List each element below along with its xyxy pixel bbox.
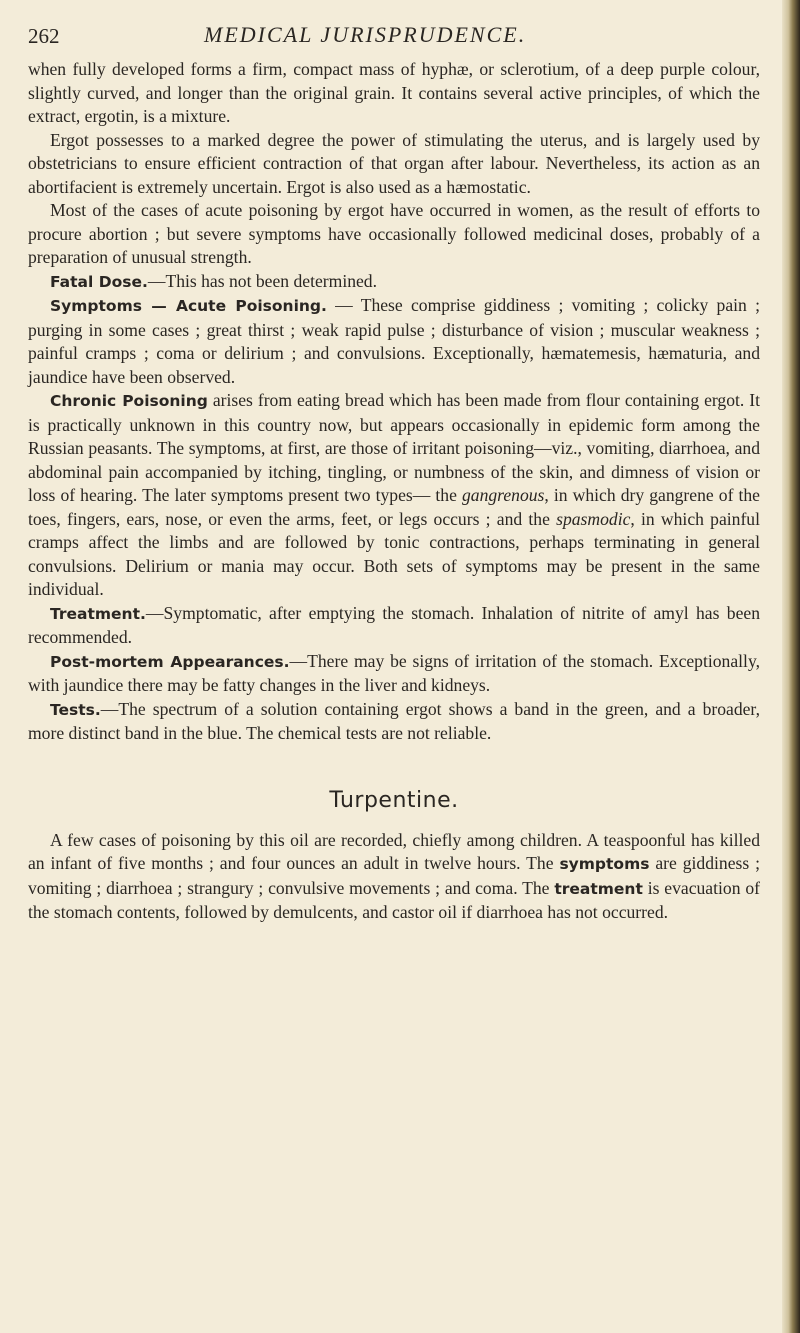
paragraph-treatment [28,602,760,650]
treatment-heading: Treatment. [50,604,146,623]
fatal-dose-text: —This has not been determined. [147,270,378,291]
turpentine-treatment-word: treatment [554,879,643,898]
paragraph-uterine-action: Ergot possesses to a marked degree the power of stimulating the uterus, and is largely used by obstetricians to ensure efficient contraction of that organ after labour. Nevertheless, its action as an abortifacient is extremely uncertain. Ergot is also used as a hæmostatic. [28,129,760,197]
tests-text: —The spectrum of a solution containing ergot shows a band in the green, and a broader, more distinct band in the blue. The chemical tests are not reliable. [28,698,760,743]
paragraph-continuation: when fully developed forms a firm, compact mass of hyphæ, or sclerotium, of a deep purple colour, slightly curved, and longer than the original grain. It contains several active principles, of which the extract, ergotin, is a mixture. [28,59,760,126]
paragraph-fatal-dose [28,270,760,295]
term-spasmodic: spasmodic [556,508,631,529]
post-mortem-text: —There may be signs of irritation of the stomach. Exceptionally, with jaundice there may be fatty changes in the liver and kidneys. [28,650,760,695]
term-gangrenous: gangrenous [461,485,545,505]
turpentine-text-part-3: is evacuation of the stomach contents, followed by demulcents, and castor oil if diarrhoea has not occurred. [28,877,760,922]
turpentine-section-title: Turpentine. [329,787,459,813]
tests-heading: Tests. [50,700,101,719]
book-page [28,18,760,925]
paragraph-symptoms [28,294,760,389]
chronic-text-part-1: arises from eating bread which has been made from flour containing ergot. It is practically unknown in this country now, but appears occasionally in epidemic form among the Russian peasants. The symptoms, at first, are those of irritant poisoning—viz., vomiting, diarrhoea, and abdominal pain accompanied by itching, tingling, or numbness of the skin, and dimness of vision or loss of hearing. The later symptoms present two types— the [28,390,760,505]
paragraph-acute-cases: Most of the cases of acute poisoning by ergot have occurred in women, as the result of efforts to procure abortion ; but severe symptoms have occasionally followed medicinal doses, probably of a preparation of unusual strength. [28,200,760,267]
ergot-section [28,58,760,746]
paragraph-post-mortem [28,650,760,698]
chronic-text-part-3: , in which painful cramps affect the limbs and are followed by tonic contractions, perhaps terminating in general convulsions. Delirium or mania may occur. Both sets of symptoms may be present in the same individual. [28,508,760,599]
turpentine-symptoms-word: symptoms [559,855,650,873]
turpentine-text-part-2: are giddiness ; vomiting ; diarrhoea ; strangury ; convulsive movements ; and coma. The [28,853,761,898]
treatment-text: —Symptomatic, after emptying the stomach. Inhalation of nitrite of amyl has been recommended. [28,602,760,647]
running-head [28,18,760,58]
chronic-text-part-2: , in which dry gangrene of the toes, fingers, ears, nose, or even the arms, feet, or legs occurs ; and the [28,485,760,529]
symptoms-heading: Symptoms — Acute Poisoning. [50,297,327,315]
paragraph-turpentine [28,829,760,925]
post-mortem-heading: Post-mortem Appearances. [50,652,290,671]
paragraph-tests [28,698,760,746]
chronic-poisoning-heading: Chronic Poisoning [50,392,208,410]
symptoms-text: — These comprise giddiness ; vomiting ; colicky pain ; purging in some cases ; great thirst ; weak rapid pulse ; disturbance of vision ; muscular weakness ; painful cramps ; coma or delirium ; and convulsions. Exceptionally, hæmatemesis, hæmaturia, and jaundice have been observed. [28,295,760,387]
page-number: 262 [28,24,60,48]
turpentine-section [28,829,760,925]
page-edge-shadow [782,0,800,1333]
fatal-dose-heading: Fatal Dose. [50,272,148,291]
turpentine-text-part-1: A few cases of poisoning by this oil are recorded, chiefly among children. A teaspoonful has killed an infant of five months ; and four ounces an adult in twelve hours. The [28,829,760,873]
paragraph-chronic-poisoning [28,389,760,602]
running-title: MEDICAL JURISPRUDENCE. [204,22,527,47]
